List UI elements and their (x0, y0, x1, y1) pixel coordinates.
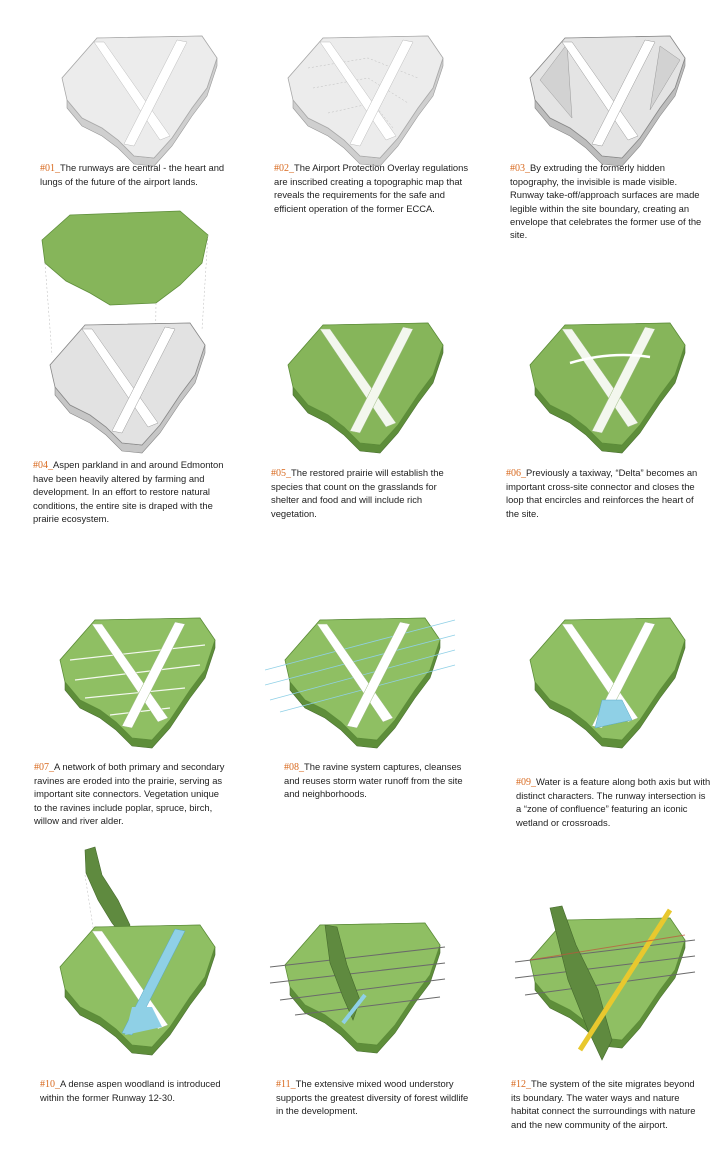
diagram-01-runways (42, 18, 237, 168)
diagram-05-restored-prairie (268, 305, 463, 455)
caption-11: #11_The extensive mixed wood understory supports the greatest diversity of forest wildlife in the development. (276, 1078, 469, 1117)
diagram-11-mixed-wood-understory (265, 905, 460, 1055)
caption-07: #07_A network of both primary and secondary ravines are eroded into the prairie, serving as important site connectors. Vegetation unique to the ravines include poplar, spruce, birch, willow and river alder. (34, 761, 225, 826)
diagram-07-ravine-network (40, 600, 235, 750)
caption-05: #05_The restored prairie will establish the species that count on the grasslands for shelter and food and will include rich vegetation. (271, 467, 444, 519)
diagram-10-aspen-woodland (40, 845, 235, 1060)
caption-12: #12_The system of the site migrates beyond its boundary. The water ways and nature habitat connect the surroundings with nature and the new community of the airport. (511, 1078, 696, 1130)
caption-01: #01_The runways are central - the heart and lungs of the future of the airport lands. (40, 162, 225, 188)
caption-06: #06_Previously a taxiway, “Delta” becomes an important cross-site connector and closes the loop that encircles and reinforces the heart of the site. (506, 467, 698, 519)
diagram-08-storm-water (265, 600, 460, 750)
diagram-09-zone-of-confluence (510, 600, 705, 750)
caption-02: #02_The Airport Protection Overlay regulations are inscribed creating a topographic map that reveals the requirements for the safe and efficient operation of the former ECCA. (274, 162, 469, 214)
diagram-03-extruded-topography (510, 18, 705, 168)
caption-03: #03_By extruding the formerly hidden topography, the invisible is made visible. Runway take-off/approach surfaces are made legible within the site boundary, creating an envelope that celebrates the former use of the site. (510, 162, 702, 241)
diagram-12-beyond-boundary (510, 900, 705, 1065)
caption-09: #09_Water is a feature along both axis but with distinct characters. The runway intersection is a “zone of confluence” featuring an iconic wetland or crossroads. (516, 776, 711, 828)
diagram-04-prairie-drape (30, 205, 230, 455)
caption-08: #08_The ravine system captures, cleanses and reuses storm water runoff from the site and neighborhoods. (284, 761, 463, 800)
diagram-06-delta-connector (510, 305, 705, 455)
caption-10: #10_A dense aspen woodland is introduced within the former Runway 12-30. (40, 1078, 221, 1104)
caption-04: #04_Aspen parkland in and around Edmonton have been heavily altered by farming and development. In an effort to restore natural conditions, the entire site is draped with the prairie ecosystem. (33, 459, 224, 524)
diagram-02-topographic-overlay (268, 18, 463, 168)
